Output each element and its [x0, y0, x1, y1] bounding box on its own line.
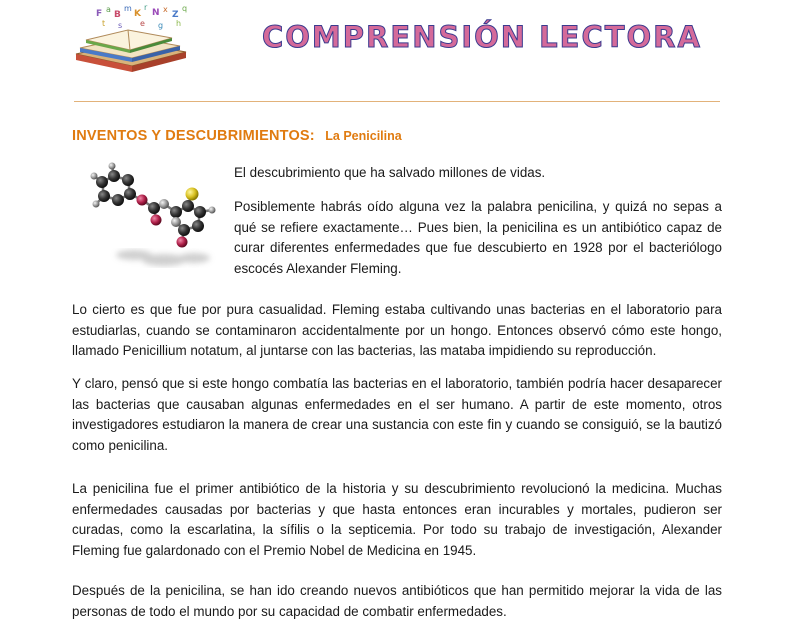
svg-text:F: F	[96, 9, 103, 19]
paragraph: Lo cierto es que fue por pura casualidad. Fleming estaba cultivando unas bacterias en el laboratorio para estudiarlas, cuando se contaminaron accidentalmente por un hongo. Entonces observó cómo este hongo, llamado Penicillium notatum, al juntarse con las bacterias, las mataba impidiendo su reproducción.	[72, 302, 722, 359]
svg-text:h: h	[176, 19, 182, 28]
paragraph: Posiblemente habrás oído alguna vez la palabra penicilina, y quizá no sepas a qué se refiere exactamente… Pues bien, la penicilina es un antibiótico capaz de curar diferentes enfermedades que fue descubierto en 1928 por el bacteriólogo escocés Alexander Fleming.	[234, 199, 722, 276]
intro-line: El descubrimiento que ha salvado millones de vidas.	[234, 165, 546, 180]
paragraph: Después de la penicilina, se han ido creando nuevos antibióticos que han permitido mejorar la vida de las personas de todo el mundo por su capacidad de combatir enfermedades.	[72, 583, 722, 619]
svg-text:s: s	[118, 21, 123, 30]
paragraph: Y claro, pensó que si este hongo combatía las bacterias en el laboratorio, también podría hacer desaparecer las bacterias que causaban algunas enfermedades en el ser humano. A partir de este momento, otros investigadores estudiaron la manera de crear una sustancia con este fin y cuando se consiguió, se la bautizó como penicilina.	[72, 376, 722, 453]
books-with-letters-icon	[68, 2, 194, 78]
page-title: COMPRENSIÓN LECTORA	[262, 20, 702, 54]
header-divider	[74, 101, 720, 102]
svg-text:g: g	[158, 21, 164, 30]
svg-text:r: r	[144, 3, 148, 12]
svg-text:N: N	[152, 8, 160, 18]
svg-text:e: e	[140, 19, 145, 28]
svg-text:x: x	[163, 5, 168, 14]
svg-text:K: K	[134, 9, 141, 19]
svg-text:q: q	[182, 4, 188, 13]
molecule-model-icon	[84, 160, 234, 285]
section-heading	[72, 127, 402, 145]
section-title: INVENTOS Y DESCUBRIMIENTOS:	[72, 128, 315, 144]
section-subtitle: La Penicilina	[325, 129, 402, 143]
svg-text:Z: Z	[172, 10, 179, 20]
paragraph: La penicilina fue el primer antibiótico de la historia y su descubrimiento revolucionó la medicina. Muchas enfermedades causadas por bacterias y que hasta entonces eran incurables y mortales, pudieron ser curadas, como la escarlatina, la sífilis o la septicemia. Por todo su trabajo de investigación, Alexander Fleming fue galardonado con el Premio Nobel de Medicina en 1945.	[72, 481, 722, 558]
svg-text:t: t	[102, 19, 106, 28]
svg-text:a: a	[106, 5, 111, 14]
svg-text:B: B	[114, 10, 121, 20]
svg-text:m: m	[124, 4, 132, 13]
